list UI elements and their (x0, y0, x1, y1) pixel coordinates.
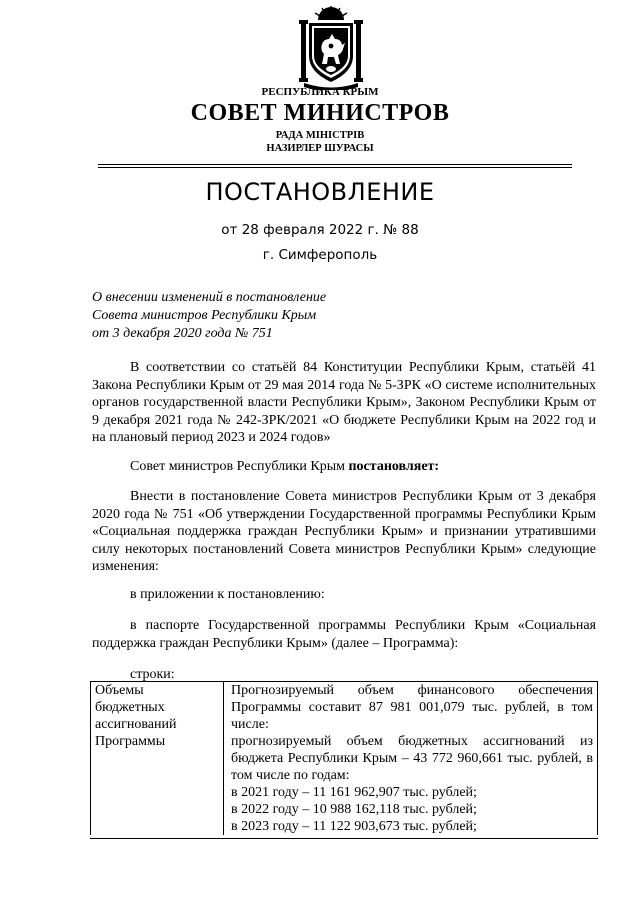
funding-year-2021: в 2021 году – 11 161 962,907 тыс. рублей; (231, 785, 477, 800)
decree-city: г. Симферополь (262, 247, 378, 263)
council-name-crimean-tatar: НАЗИРЛЕР ШУРАСЫ (266, 143, 374, 154)
program-funding-table (90, 681, 598, 835)
appendix-paragraph: в приложении к постановлению: (130, 587, 325, 602)
resolution-paragraph (92, 458, 596, 476)
table-label-cell (91, 682, 224, 836)
resolution-subject: Совет министров Республики Крым (130, 459, 349, 474)
funding-year-2023: в 2023 году – 11 122 903,673 тыс. рублей; (231, 819, 477, 834)
table-row (91, 682, 598, 836)
funding-year-2022: в 2022 году – 10 988 162,118 тыс. рублей; (231, 802, 477, 817)
document-type-title: ПОСТАНОВЛЕНИЕ (205, 178, 435, 206)
total-funding-text: Прогнозируемый объем финансового обеспечения Программы составит 87 981 001,079 тыс. рублей, в том числе: (231, 683, 593, 732)
council-name: СОВЕТ МИНИСТРОВ (190, 100, 450, 126)
header-divider (98, 164, 572, 165)
council-name-ukrainian: РАДА МІНІСТРІВ (275, 130, 365, 141)
republic-name: РЕСПУБЛИКА КРЫМ (261, 86, 379, 98)
header-divider-thin (98, 167, 572, 168)
decree-subject (92, 289, 326, 343)
subject-line: от 3 декабря 2020 года № 751 (92, 326, 273, 341)
label-line: бюджетных (95, 700, 165, 715)
resolution-verb: постановляет: (348, 459, 440, 474)
amendment-paragraph: Внести в постановление Совета министров Республики Крым от 3 декабря 2020 года № 751 «Об утверждении Государственной программы Республики Крым «Социальная поддержка граждан Республики Крым» и признании утратившими силу некоторых постановлений Совета министров Республики Крым» следующие изменения: (92, 489, 596, 574)
passport-paragraph: в паспорте Государственной программы Республики Крым «Социальная поддержка граждан Республики Крым» (далее – Программа): (92, 618, 596, 651)
label-line: ассигнований (95, 717, 177, 732)
subject-line: О внесении изменений в постановление (92, 290, 327, 305)
label-line: Программы (95, 734, 166, 749)
preamble-paragraph: В соответствии со статьёй 84 Конституции Республики Крым, статьёй 41 Закона Республики Крым от 29 мая 2014 года № 5-ЗРК «О системе исполнительных органов государственной власти Республики Крым», Законом Республики Крым от 9 декабря 2021 года № 242-ЗРК/2021 «О бюджете Республики Крым на 2022 год и на плановый период 2023 и 2024 годов» (92, 360, 596, 445)
subject-line: Совета министров Республики Крым (92, 308, 317, 323)
budget-funding-text: прогнозируемый объем бюджетных ассигнований из бюджета Республики Крым – 43 772 960,661 тыс. рублей, в том числе по годам: (231, 734, 593, 783)
crimea-coat-of-arms-icon (298, 6, 364, 90)
table-bottom-border (90, 838, 598, 839)
decree-date-number: от 28 февраля 2022 г. № 88 (221, 222, 419, 238)
lines-label: строки: (130, 667, 175, 682)
table-content-cell (224, 682, 598, 836)
label-line: Объемы (95, 683, 144, 698)
